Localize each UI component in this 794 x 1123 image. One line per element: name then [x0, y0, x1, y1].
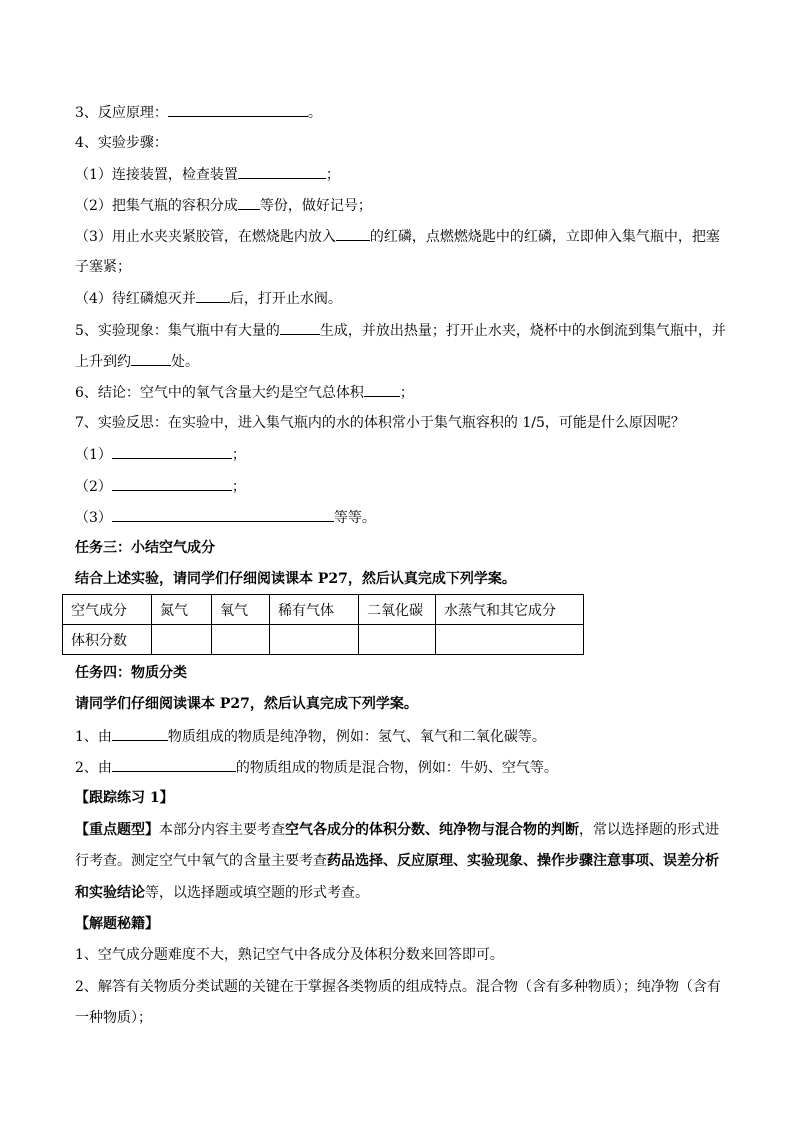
key-topic-line — [75, 821, 719, 839]
phenomenon-cont — [75, 352, 199, 371]
task-4-instruction — [75, 695, 418, 713]
key-topic-cont-1 — [75, 852, 719, 870]
reaction-principle-line — [75, 103, 322, 122]
blank[interactable] — [112, 727, 168, 741]
text: 1、空气成分题难度不大，熟记空气中各成分及体积分数来回答即可。 — [75, 947, 504, 963]
text: 等等。 — [333, 510, 376, 526]
table-header-cell: 氧气 — [212, 595, 270, 625]
key-topic-cont-2 — [75, 884, 369, 902]
text: 5、实验现象：集气瓶中有大量的 — [75, 323, 280, 339]
blank[interactable] — [238, 196, 260, 210]
classification-2 — [75, 758, 558, 777]
text: 7、实验反思：在实验中，进入集气瓶内的水的体积常小于集气瓶容积的 1/5，可能是什么原因呢？ — [75, 415, 685, 431]
text: 结合上述实验，请同学们仔细阅读课本 P27，然后认真完成下列学案。 — [75, 571, 516, 587]
task-4-heading — [75, 664, 187, 682]
table-cell[interactable] — [270, 625, 359, 655]
text: 。 — [307, 105, 322, 121]
text: 物质组成的物质是纯净物，例如：氢气、氧气和二氧化碳等。 — [167, 729, 546, 745]
table-row — [63, 595, 584, 625]
text: 后，打开止水阀。 — [229, 291, 342, 307]
table-cell[interactable] — [436, 625, 584, 655]
table-header-cell: 二氧化碳 — [359, 595, 436, 625]
table-header-cell: 稀有气体 — [270, 595, 359, 625]
table-row — [63, 625, 584, 655]
blank[interactable] — [336, 227, 370, 241]
text: 子塞紧； — [75, 259, 131, 275]
conclusion-line — [75, 383, 414, 402]
text: 的红磷，点燃燃烧匙中的红磷，立即伸入集气瓶中，把塞 — [369, 229, 720, 245]
text: 一种物质）； — [75, 1010, 152, 1026]
blank[interactable] — [131, 352, 171, 366]
text: 等份，做好记号； — [259, 198, 372, 214]
text: （4）待红磷熄灭并 — [75, 291, 196, 307]
table-cell: 体积分数 — [63, 625, 152, 655]
reflection-line — [75, 414, 685, 432]
text: （2） — [75, 479, 112, 495]
text: 任务四：物质分类 — [75, 665, 187, 681]
text: 和实验结论 — [75, 885, 145, 901]
text: （3）用止水夹夹紧胶管，在燃烧匙内放入 — [75, 229, 336, 245]
blank[interactable] — [364, 383, 400, 397]
tip-2 — [75, 978, 721, 996]
classification-1 — [75, 727, 546, 746]
text: 3、反应原理： — [75, 105, 168, 121]
text: 【重点题型】 — [75, 822, 159, 838]
text: 1、由 — [75, 729, 112, 745]
tip-2-cont — [75, 1009, 152, 1027]
reflection-2 — [75, 477, 246, 496]
text: 药品选择、反应原理、实验现象、操作步骤注意事项、误差分析 — [327, 853, 719, 869]
blank[interactable] — [112, 445, 232, 459]
text: 生成，并放出热量；打开止水夹，烧杯中的水倒流到集气瓶中，并 — [319, 323, 726, 339]
text: 【跟踪练习 1】 — [75, 790, 174, 806]
blank[interactable] — [112, 477, 232, 491]
reflection-1 — [75, 445, 246, 464]
text: （3） — [75, 510, 112, 526]
text: （1）连接装置，检查装置 — [75, 167, 238, 183]
practice-heading — [75, 789, 174, 807]
step-3 — [75, 227, 720, 246]
text: 本部分内容主要考查 — [159, 822, 285, 838]
task-3-heading — [75, 539, 215, 557]
task-3-instruction — [75, 570, 516, 588]
text: 6、结论：空气中的氧气含量大约是空气总体积 — [75, 385, 364, 401]
table-header-cell: 空气成分 — [63, 595, 152, 625]
text: （2）把集气瓶的容积分成 — [75, 198, 238, 214]
blank[interactable] — [196, 289, 230, 303]
text: 空气各成分的体积分数、纯净物与混合物的判断 — [285, 822, 579, 838]
text: 的物质组成的物质是混合物，例如：牛奶、空气等。 — [235, 760, 558, 776]
phenomenon-line — [75, 321, 726, 340]
blank[interactable] — [112, 508, 334, 522]
tips-heading — [75, 915, 159, 933]
reflection-3 — [75, 508, 376, 527]
text: 行考查。测定空气中氧气的含量主要考查 — [75, 853, 327, 869]
text: ； — [231, 447, 246, 463]
text: ； — [399, 385, 414, 401]
air-composition-table — [62, 594, 584, 655]
text: ； — [231, 479, 246, 495]
text: 【解题秘籍】 — [75, 916, 159, 932]
blank[interactable] — [112, 758, 236, 772]
text: 上升到约 — [75, 354, 131, 370]
table-header-cell: 氮气 — [152, 595, 212, 625]
blank[interactable] — [280, 321, 320, 335]
table-cell[interactable] — [359, 625, 436, 655]
step-4 — [75, 289, 342, 308]
tip-1 — [75, 946, 504, 964]
steps-heading — [75, 134, 168, 152]
step-2 — [75, 196, 372, 215]
text: （1） — [75, 447, 112, 463]
blank[interactable] — [238, 165, 326, 179]
text: ； — [325, 167, 340, 183]
table-cell[interactable] — [152, 625, 212, 655]
text: 2、解答有关物质分类试题的关键在于掌握各类物质的组成特点。混合物（含有多种物质）；纯净物（含有 — [75, 979, 721, 995]
text: ，常以选择题的形式进 — [579, 822, 719, 838]
text: 处。 — [171, 354, 199, 370]
table-header-cell: 水蒸气和其它成分 — [436, 595, 584, 625]
text: 请同学们仔细阅读课本 P27，然后认真完成下列学案。 — [75, 696, 418, 712]
step-3-cont — [75, 258, 131, 276]
blank[interactable] — [168, 103, 308, 117]
text: 4、实验步骤： — [75, 135, 168, 151]
table-cell[interactable] — [212, 625, 270, 655]
step-1 — [75, 165, 340, 184]
text: 2、由 — [75, 760, 112, 776]
text: 任务三：小结空气成分 — [75, 540, 215, 556]
text: 等，以选择题或填空题的形式考查。 — [145, 885, 369, 901]
